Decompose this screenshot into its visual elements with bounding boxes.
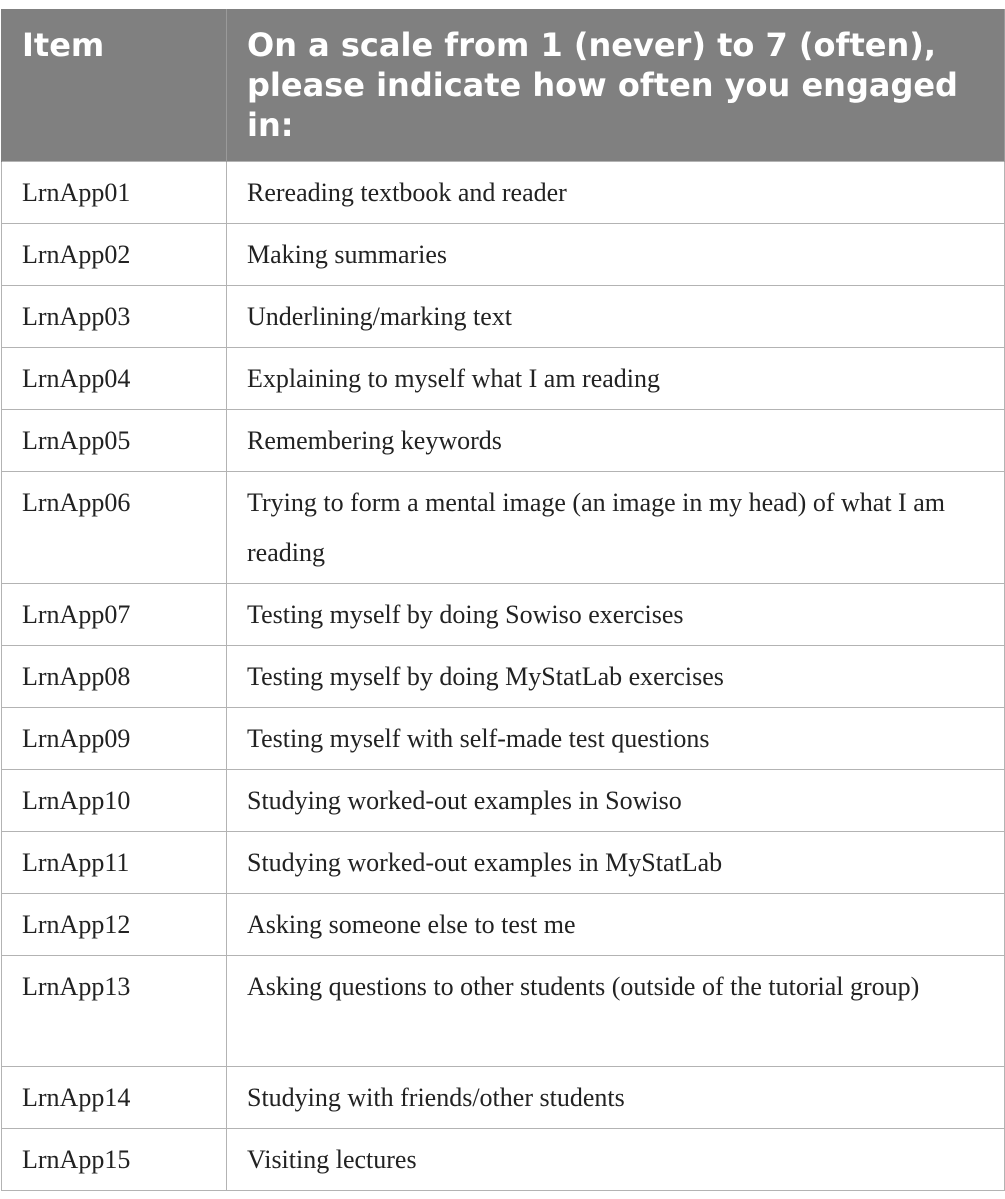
table-row — [2, 956, 1005, 1067]
header-item: Item — [2, 9, 227, 162]
item-code: LrnApp14 — [2, 1067, 227, 1129]
table-row — [2, 410, 1005, 472]
item-text: Visiting lectures — [227, 1129, 1005, 1191]
item-code: LrnApp07 — [2, 584, 227, 646]
header-question: On a scale from 1 (never) to 7 (often), please indicate how often you engaged in: — [227, 9, 1005, 162]
table-row — [2, 646, 1005, 708]
item-text: Asking questions to other students (outside of the tutorial group) — [227, 956, 1005, 1067]
item-code: LrnApp12 — [2, 894, 227, 956]
item-text: Studying worked-out examples in Sowiso — [227, 770, 1005, 832]
table-row — [2, 832, 1005, 894]
item-text: Explaining to myself what I am reading — [227, 348, 1005, 410]
item-text: Underlining/marking text — [227, 286, 1005, 348]
item-text: Studying worked-out examples in MyStatLab — [227, 832, 1005, 894]
table-row — [2, 708, 1005, 770]
item-code: LrnApp08 — [2, 646, 227, 708]
table-row — [2, 224, 1005, 286]
item-code: LrnApp06 — [2, 472, 227, 584]
item-code: LrnApp05 — [2, 410, 227, 472]
table-row — [2, 348, 1005, 410]
item-code: LrnApp03 — [2, 286, 227, 348]
item-code: LrnApp11 — [2, 832, 227, 894]
table-row — [2, 1129, 1005, 1191]
table-row — [2, 770, 1005, 832]
item-code: LrnApp13 — [2, 956, 227, 1067]
item-text: Making summaries — [227, 224, 1005, 286]
item-code: LrnApp15 — [2, 1129, 227, 1191]
item-code: LrnApp01 — [2, 162, 227, 224]
table-row — [2, 472, 1005, 584]
header-row — [2, 9, 1005, 162]
item-code: LrnApp10 — [2, 770, 227, 832]
item-code: LrnApp02 — [2, 224, 227, 286]
table-header — [2, 9, 1005, 162]
item-text: Testing myself by doing MyStatLab exercises — [227, 646, 1005, 708]
item-text: Remembering keywords — [227, 410, 1005, 472]
item-text: Rereading textbook and reader — [227, 162, 1005, 224]
table-row — [2, 894, 1005, 956]
table-row — [2, 1067, 1005, 1129]
item-text: Studying with friends/other students — [227, 1067, 1005, 1129]
item-code: LrnApp04 — [2, 348, 227, 410]
table-row — [2, 162, 1005, 224]
item-text: Trying to form a mental image (an image in my head) of what I am reading — [227, 472, 1005, 584]
table-row — [2, 584, 1005, 646]
item-text: Asking someone else to test me — [227, 894, 1005, 956]
item-text: Testing myself by doing Sowiso exercises — [227, 584, 1005, 646]
table-row — [2, 286, 1005, 348]
item-code: LrnApp09 — [2, 708, 227, 770]
item-text: Testing myself with self-made test questions — [227, 708, 1005, 770]
table-body — [2, 162, 1005, 1191]
learning-approach-table — [1, 9, 1005, 1191]
